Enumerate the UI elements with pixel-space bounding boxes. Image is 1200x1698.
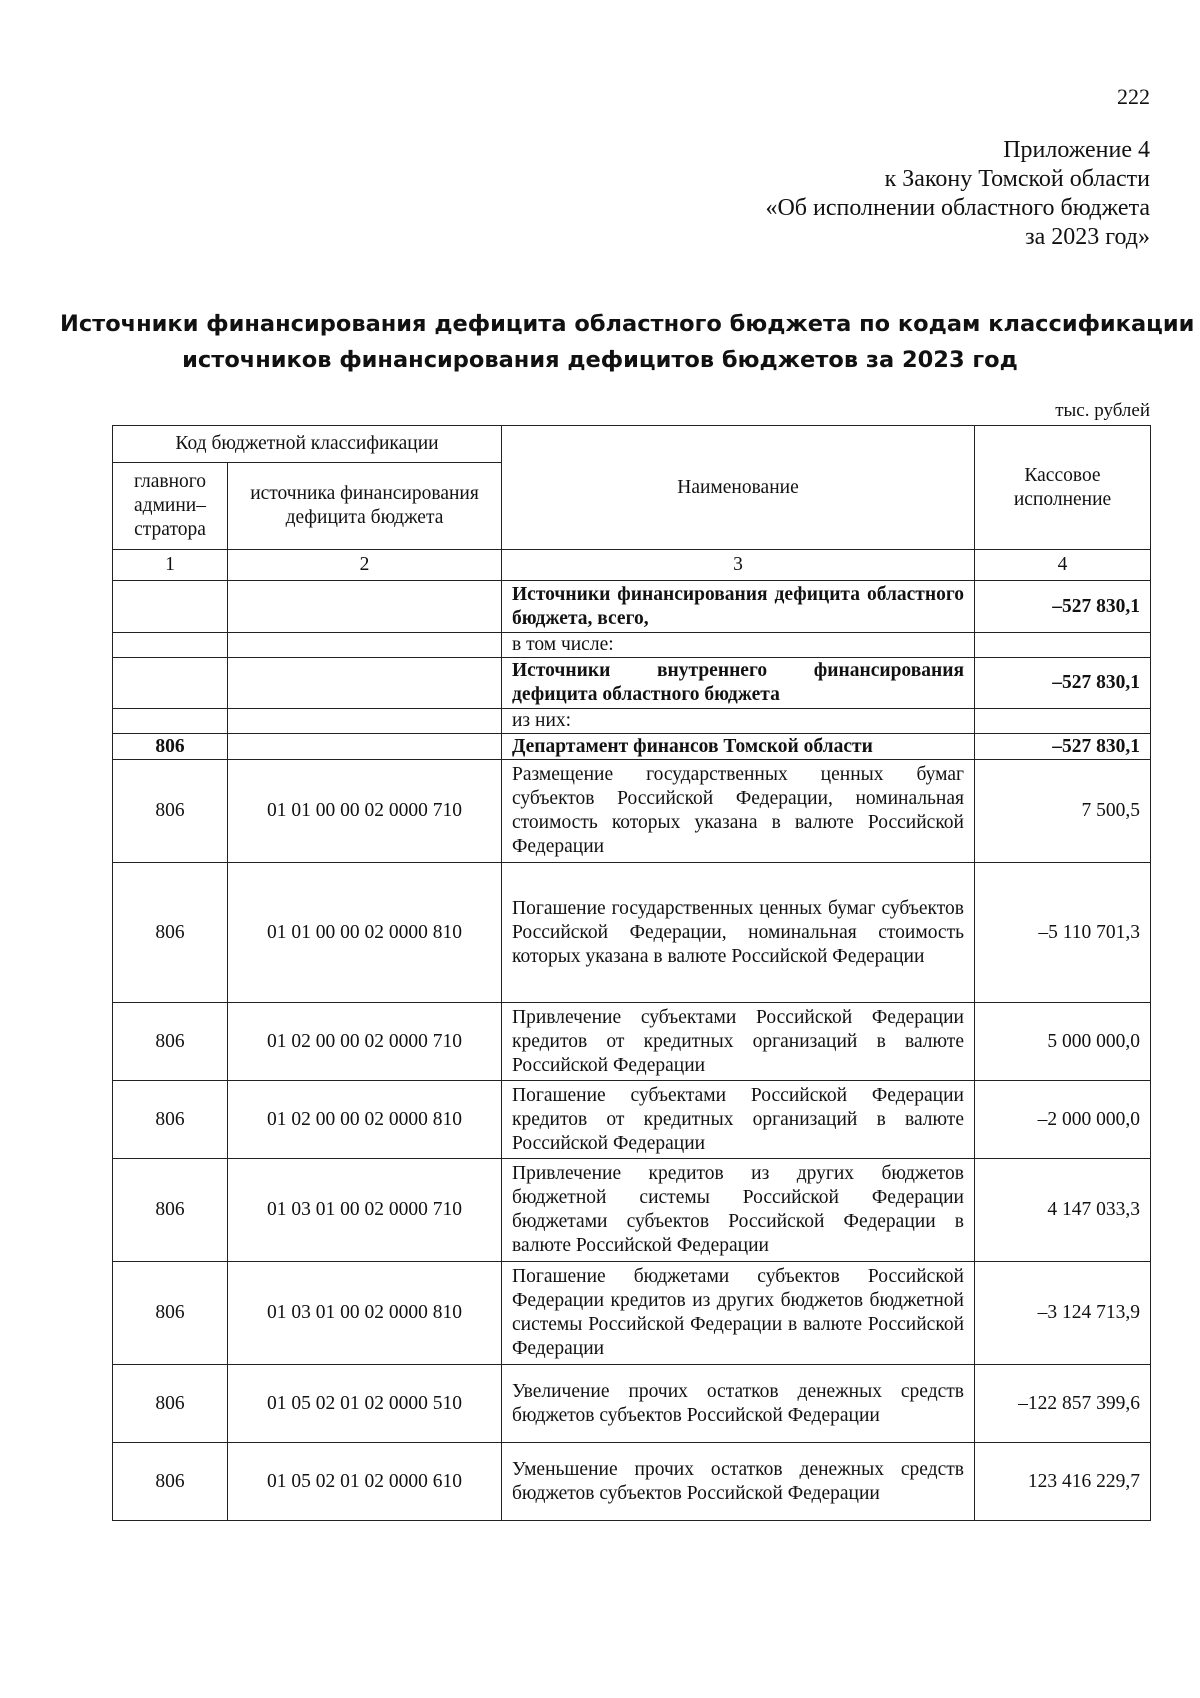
header-admin: главного админи–стратора: [113, 463, 228, 550]
header-num-2: 2: [228, 550, 502, 581]
header-num-1: 1: [113, 550, 228, 581]
row-name: Привлечение субъектами Российской Федерации кредитов от кредитных организаций в валюте Российской Федерации: [502, 1003, 975, 1081]
row-amount: [975, 709, 1151, 734]
row-name: Уменьшение прочих остатков денежных средств бюджетов субъектов Российской Федерации: [502, 1443, 975, 1521]
row-amount: 123 416 229,7: [975, 1443, 1151, 1521]
table-row: [113, 658, 1151, 709]
row-name: Погашение субъектами Российской Федерации кредитов от кредитных организаций в валюте Российской Федерации: [502, 1081, 975, 1159]
row-name: в том числе:: [502, 633, 975, 658]
table-row: [113, 709, 1151, 734]
row-code: 01 02 00 00 02 0000 710: [228, 1003, 502, 1081]
row-amount: –3 124 713,9: [975, 1262, 1151, 1365]
appendix-line: к Закону Томской области: [884, 166, 1150, 192]
row-amount: –122 857 399,6: [975, 1365, 1151, 1443]
table-row: [113, 1443, 1151, 1521]
row-amount: –2 000 000,0: [975, 1081, 1151, 1159]
header-code-group: Код бюджетной классификации: [113, 426, 502, 463]
document-title: [60, 306, 1195, 378]
table-row: [113, 633, 1151, 658]
row-name: Погашение бюджетами субъектов Российской Федерации кредитов из других бюджетов бюджетной системы Российской Федерации в валюте Российской Федерации: [502, 1262, 975, 1365]
row-admin: 806: [113, 863, 228, 1003]
row-code: 01 05 02 01 02 0000 510: [228, 1365, 502, 1443]
row-name: Привлечение кредитов из других бюджетов бюджетной системы Российской Федерации бюджетами субъектов Российской Федерации в валюте Российской Федерации: [502, 1159, 975, 1262]
row-amount: [975, 633, 1151, 658]
appendix-line: «Об исполнении областного бюджета: [765, 195, 1150, 221]
row-admin: 806: [113, 734, 228, 760]
row-admin: 806: [113, 1365, 228, 1443]
row-code: 01 05 02 01 02 0000 610: [228, 1443, 502, 1521]
table-row: [113, 760, 1151, 863]
table-row: [113, 863, 1151, 1003]
title-line: Источники финансирования дефицита областного бюджета по кодам классификации: [60, 311, 1195, 337]
row-admin: 806: [113, 1159, 228, 1262]
row-amount: –527 830,1: [975, 581, 1151, 633]
row-name: Увеличение прочих остатков денежных средств бюджетов субъектов Российской Федерации: [502, 1365, 975, 1443]
row-admin: 806: [113, 1262, 228, 1365]
table-row: [113, 1365, 1151, 1443]
table-row: [113, 1262, 1151, 1365]
row-amount: 4 147 033,3: [975, 1159, 1151, 1262]
table-row: [113, 1159, 1151, 1262]
row-name: Департамент финансов Томской области: [502, 734, 975, 760]
row-code: 01 01 00 00 02 0000 710: [228, 760, 502, 863]
header-num-3: 3: [502, 550, 975, 581]
row-admin: 806: [113, 1081, 228, 1159]
row-code: 01 01 00 00 02 0000 810: [228, 863, 502, 1003]
row-name: Источники финансирования дефицита областного бюджета, всего,: [502, 581, 975, 633]
row-name: Размещение государственных ценных бумаг субъектов Российской Федерации, номинальная стоимость которых указана в валюте Российской Федерации: [502, 760, 975, 863]
header-amount: Кассовое исполнение: [975, 426, 1151, 550]
header-num-4: 4: [975, 550, 1151, 581]
row-code: 01 03 01 00 02 0000 810: [228, 1262, 502, 1365]
units-label: тыс. рублей: [1055, 400, 1150, 421]
row-admin: 806: [113, 760, 228, 863]
row-admin: 806: [113, 1003, 228, 1081]
row-amount: –527 830,1: [975, 734, 1151, 760]
financing-sources-table: [112, 425, 1151, 1521]
table-row: [113, 1081, 1151, 1159]
row-code: 01 02 00 00 02 0000 810: [228, 1081, 502, 1159]
table-row: [113, 734, 1151, 760]
row-name: Погашение государственных ценных бумаг субъектов Российской Федерации, номинальная стоимость которых указана в валюте Российской Федерации: [502, 863, 975, 1003]
appendix-line: Приложение 4: [1003, 137, 1150, 163]
row-amount: –527 830,1: [975, 658, 1151, 709]
table-row: [113, 581, 1151, 633]
appendix-line: за 2023 год»: [1025, 224, 1150, 250]
table-row: [113, 1003, 1151, 1081]
appendix-note: [765, 136, 1150, 252]
row-amount: 7 500,5: [975, 760, 1151, 863]
title-line: источников финансирования дефицитов бюджетов за 2023 год: [182, 347, 1018, 373]
header-source-code: источника финансирования дефицита бюджета: [228, 463, 502, 550]
header-name: Наименование: [502, 426, 975, 550]
row-name: из них:: [502, 709, 975, 734]
row-code: 01 03 01 00 02 0000 710: [228, 1159, 502, 1262]
row-amount: –5 110 701,3: [975, 863, 1151, 1003]
row-name: Источники внутреннего финансирования дефицита областного бюджета: [502, 658, 975, 709]
row-admin: 806: [113, 1443, 228, 1521]
page-number: 222: [1117, 84, 1150, 109]
row-amount: 5 000 000,0: [975, 1003, 1151, 1081]
